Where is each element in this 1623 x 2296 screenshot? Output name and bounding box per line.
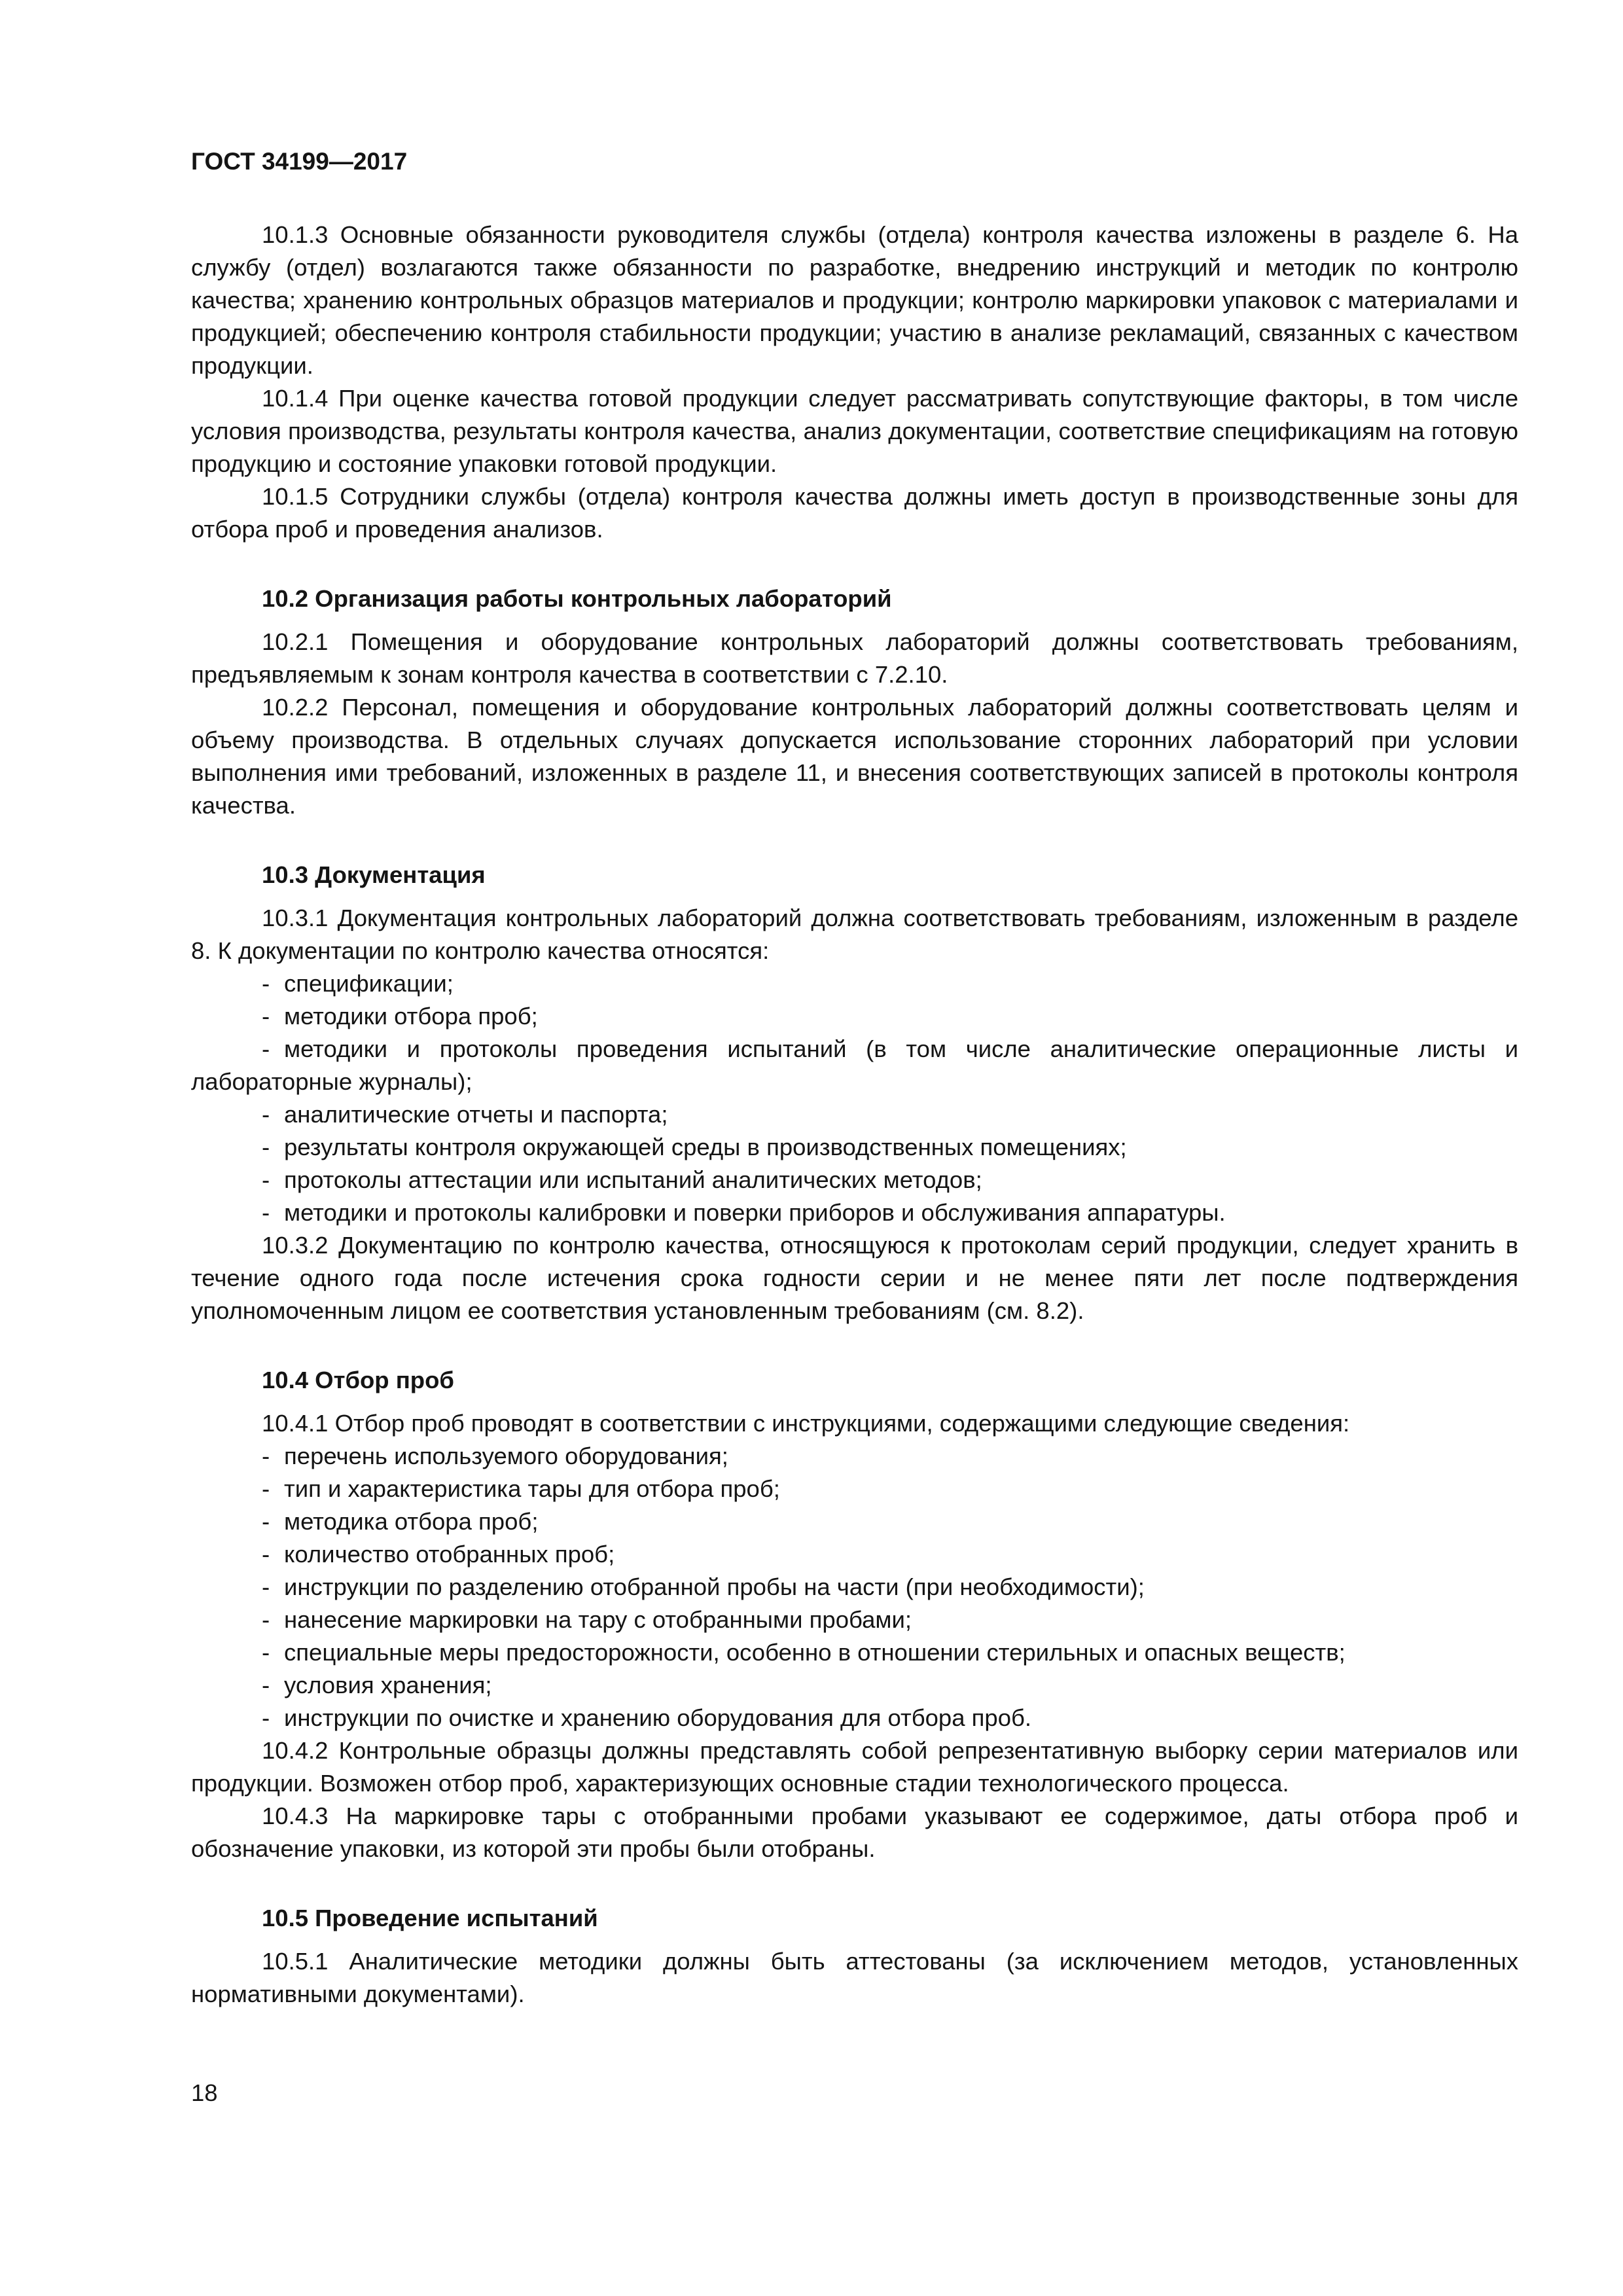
- list-sampling: [191, 1440, 1518, 1734]
- list-item: - перечень используемого оборудования;: [191, 1440, 1518, 1473]
- list-dash: -: [262, 1443, 270, 1469]
- list-item: - нанесение маркировки на тару с отобранными пробами;: [191, 1604, 1518, 1636]
- paragraph-10-1-4: 10.1.4 При оценке качества готовой продукции следует рассматривать сопутствующие факторы, в том числе условия производства, результаты контроля качества, анализ документации, соответствие спецификациям на готовую продукцию и состояние упаковки готовой продукции.: [191, 385, 1518, 477]
- paragraph-10-3-1: 10.3.1 Документация контрольных лабораторий должна соответствовать требованиям, изложенным в разделе 8. К документации по контролю качества относятся:: [191, 905, 1518, 964]
- paragraph-10-2-1: 10.2.1 Помещения и оборудование контрольных лабораторий должны соответствовать требованиям, предъявляемым к зонам контроля качества в соответствии с 7.2.10.: [191, 628, 1518, 688]
- list-item: - результаты контроля окружающей среды в производственных помещениях;: [191, 1131, 1518, 1164]
- list-dash: -: [262, 1508, 270, 1535]
- list-item: - методики отбора проб;: [191, 1000, 1518, 1033]
- list-item: - условия хранения;: [191, 1669, 1518, 1702]
- list-dash: -: [262, 1704, 270, 1731]
- list-dash: -: [262, 1101, 270, 1128]
- paragraph-10-4-3: 10.4.3 На маркировке тары с отобранными пробами указывают ее содержимое, даты отбора проб и обозначение упаковки, из которой эти пробы были отобраны.: [191, 1803, 1518, 1862]
- list-dash: -: [262, 1166, 270, 1193]
- paragraph-10-2-2: 10.2.2 Персонал, помещения и оборудование контрольных лабораторий должны соответствовать целям и объему производства. В отдельных случаях допускается использование сторонних лабораторий при условии выполнения ими требований, изложенных в разделе 11, и внесения соответствующих записей в протоколы контроля качества.: [191, 694, 1518, 819]
- section-10-2: [191, 583, 1518, 822]
- document-page: [191, 145, 1518, 2109]
- list-dash: -: [262, 1134, 270, 1160]
- list-dash: -: [262, 1672, 270, 1698]
- section-10-4: [191, 1364, 1518, 1865]
- paragraph-10-1-3: 10.1.3 Основные обязанности руководителя службы (отдела) контроля качества изложены в разделе 6. На службу (отдел) возлагаются также обязанности по разработке, внедрению инструкций и методик по контролю качества; хранению контрольных образцов материалов и продукции; контролю маркировки упаковок с материалами и продукцией; обеспечению контроля стабильности продукции; участию в анализе рекламаций, связанных с качеством продукции.: [191, 221, 1518, 379]
- section-10-1: [191, 219, 1518, 546]
- section-10-5: [191, 1902, 1518, 2011]
- list-item: - протоколы аттестации или испытаний аналитических методов;: [191, 1164, 1518, 1196]
- list-dash: -: [262, 1035, 270, 1062]
- section-heading-10-3: 10.3 Документация: [262, 861, 486, 888]
- list-item: - специальные меры предосторожности, особенно в отношении стерильных и опасных веществ;: [191, 1636, 1518, 1669]
- list-dash: -: [262, 1541, 270, 1568]
- list-dash: -: [262, 1475, 270, 1502]
- list-dash: -: [262, 1606, 270, 1633]
- document-header: ГОСТ 34199—2017: [191, 148, 408, 175]
- paragraph-10-5-1: 10.5.1 Аналитические методики должны быть аттестованы (за исключением методов, установленных нормативными документами).: [191, 1948, 1518, 2007]
- section-heading-10-4: 10.4 Отбор проб: [262, 1367, 454, 1393]
- list-item: - тип и характеристика тары для отбора проб;: [191, 1473, 1518, 1505]
- list-dash: -: [262, 1199, 270, 1226]
- section-10-3: [191, 859, 1518, 1327]
- page-number: 18: [191, 2079, 218, 2106]
- list-item: - аналитические отчеты и паспорта;: [191, 1098, 1518, 1131]
- paragraph-10-3-2: 10.3.2 Документацию по контролю качества, относящуюся к протоколам серий продукции, следует хранить в течение одного года после истечения срока годности серии и не менее пяти лет после подтверждения уполномоченным лицом ее соответствия установленным требованиям (см. 8.2).: [191, 1232, 1518, 1324]
- list-item: - методики и протоколы проведения испытаний (в том числе аналитические операционные листы и лабораторные журналы);: [191, 1033, 1518, 1098]
- list-item: - количество отобранных проб;: [191, 1538, 1518, 1571]
- list-dash: -: [262, 1573, 270, 1600]
- list-dash: -: [262, 970, 270, 997]
- list-item: - спецификации;: [191, 967, 1518, 1000]
- section-heading-10-2: 10.2 Организация работы контрольных лабораторий: [262, 585, 892, 612]
- list-item: - методика отбора проб;: [191, 1505, 1518, 1538]
- list-dash: -: [262, 1639, 270, 1666]
- paragraph-10-4-1: 10.4.1 Отбор проб проводят в соответствии с инструкциями, содержащими следующие сведения:: [262, 1410, 1350, 1437]
- section-heading-10-5: 10.5 Проведение испытаний: [262, 1905, 598, 1931]
- paragraph-10-1-5: 10.1.5 Сотрудники службы (отдела) контроля качества должны иметь доступ в производственные зоны для отбора проб и проведения анализов.: [191, 483, 1518, 543]
- paragraph-10-4-2: 10.4.2 Контрольные образцы должны представлять собой репрезентативную выборку серии материалов или продукции. Возможен отбор проб, характеризующих основные стадии технологического процесса.: [191, 1737, 1518, 1797]
- list-item: - методики и протоколы калибровки и поверки приборов и обслуживания аппаратуры.: [191, 1196, 1518, 1229]
- list-dash: -: [262, 1003, 270, 1030]
- list-item: - инструкции по очистке и хранению оборудования для отбора проб.: [191, 1702, 1518, 1734]
- list-documentation: [191, 967, 1518, 1229]
- list-item: - инструкции по разделению отобранной пробы на части (при необходимости);: [191, 1571, 1518, 1604]
